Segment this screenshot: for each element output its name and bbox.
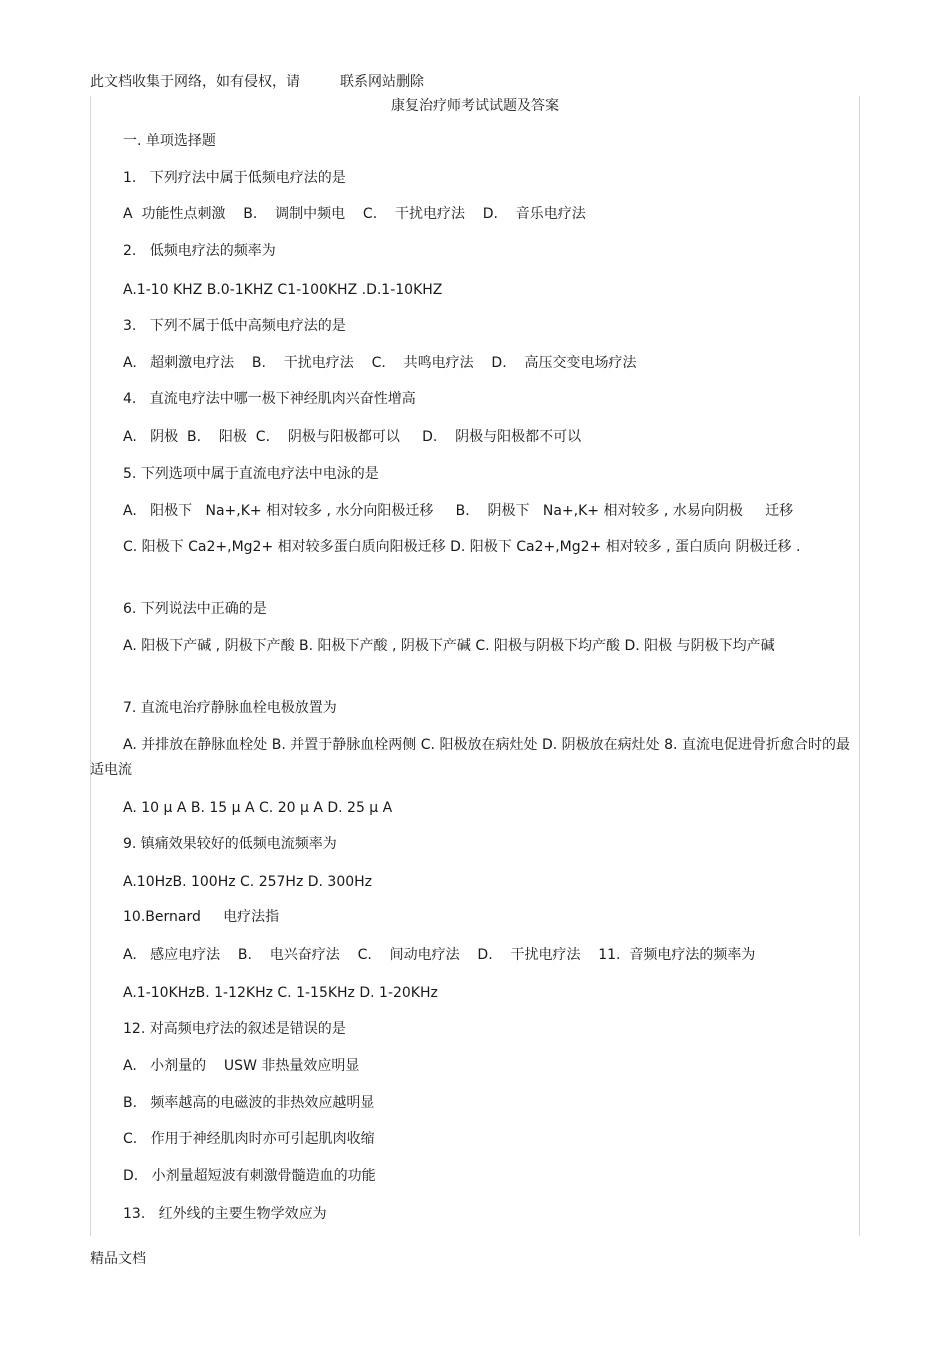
question-13: 13. 红外线的主要生物学效应为 (123, 1206, 327, 1222)
question-6: 6. 下列说法中正确的是 (123, 601, 267, 617)
question-11-options: A.1-10KHzB. 1-12KHz C. 1-15KHz D. 1-20KHz (123, 985, 438, 1001)
question-12-option-d: D. 小剂量超短波有刺激骨髓造血的功能 (123, 1168, 376, 1184)
question-12-option-a: A. 小剂量的 USW 非热量效应明显 (123, 1058, 360, 1074)
question-7-options: A. 并排放在静脉血栓处 B. 并置于静脉血栓两侧 C. 阳极放在病灶处 D. 阴极放在病灶处 8. 直流电促进骨折愈合时的最适电流 (90, 737, 850, 778)
question-6-options: A. 阳极下产碱 , 阴极下产酸 B. 阳极下产酸 , 阴极下产碱 C. 阳极与阴极下均产酸 D. 阳极 与阴极下均产碱 (123, 638, 775, 654)
question-3-options: A. 超刺激电疗法 B. 干扰电疗法 C. 共鸣电疗法 D. 高压交变电场疗法 (123, 355, 637, 371)
page-border-left (90, 96, 91, 1236)
section-heading: 一. 单项选择题 (123, 133, 216, 149)
question-8-options: A. 10 μ A B. 15 μ A C. 20 μ A D. 25 μ A (123, 800, 393, 816)
question-10-options: A. 感应电疗法 B. 电兴奋疗法 C. 间动电疗法 D. 干扰电疗法 11. 音频电疗法的频率为 (123, 947, 756, 963)
question-5: 5. 下列选项中属于直流电疗法中电泳的是 (123, 466, 379, 482)
footer-note: 精品文档 (90, 1251, 146, 1267)
question-4: 4. 直流电疗法中哪一极下神经肌肉兴奋性增高 (123, 391, 416, 407)
question-10: 10.Bernard 电疗法指 (123, 909, 280, 925)
question-1-options: A 功能性点刺激 B. 调制中频电 C. 干扰电疗法 D. 音乐电疗法 (123, 206, 586, 222)
question-12-option-b: B. 频率越高的电磁波的非热效应越明显 (123, 1095, 375, 1111)
question-2-options: A.1-10 KHZ B.0-1KHZ C1-100KHZ .D.1-10KHZ (123, 282, 443, 298)
question-12-option-c: C. 作用于神经肌肉时亦可引起肌肉收缩 (123, 1131, 375, 1147)
question-5-options-cd: C. 阳极下 Ca2+,Mg2+ 相对较多蛋白质向阳极迁移 D. 阳极下 Ca2+,Mg2+ 相对较多 , 蛋白质向 阴极迁移 . (123, 539, 801, 555)
question-7: 7. 直流电治疗静脉血栓电极放置为 (123, 700, 337, 716)
question-5-options-ab: A. 阳极下 Na+,K+ 相对较多 , 水分向阳极迁移 B. 阴极下 Na+,K+ 相对较多 , 水易向阴极 迁移 (123, 503, 794, 519)
question-9-options: A.10HzB. 100Hz C. 257Hz D. 300Hz (123, 874, 373, 890)
question-12: 12. 对高频电疗法的叙述是错误的是 (123, 1021, 346, 1037)
question-1: 1. 下列疗法中属于低频电疗法的是 (123, 170, 346, 186)
question-4-options: A. 阴极 B. 阳极 C. 阴极与阳极都可以 D. 阴极与阳极都不可以 (123, 429, 582, 445)
question-9: 9. 镇痛效果较好的低频电流频率为 (123, 836, 337, 852)
question-3: 3. 下列不属于低中高频电疗法的是 (123, 318, 346, 334)
header-note: 此文档收集于网络，如有侵权，请 联系网站删除 (90, 74, 425, 90)
document-title: 康复治疗师考试试题及答案 (391, 98, 559, 114)
question-2: 2. 低频电疗法的频率为 (123, 243, 276, 259)
page-border-right (859, 96, 860, 1236)
